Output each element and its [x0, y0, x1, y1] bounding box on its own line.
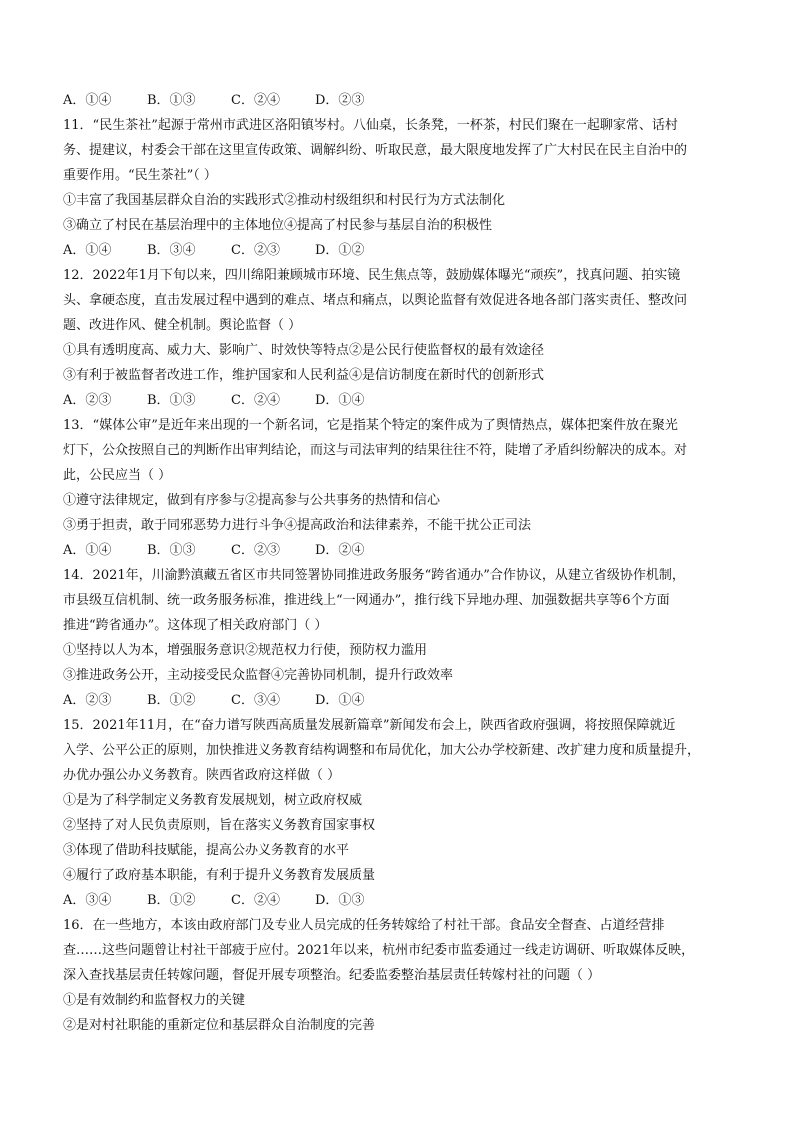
question-11	[63, 113, 735, 263]
q13-option-b[interactable]: B．①③	[147, 543, 196, 558]
q16-stem-line-2: 查……这些问题曾让村社干部疲于应付。2021年以来，杭州市纪委市监委通过一线走访调研、听取媒体反映，	[63, 943, 695, 958]
q15-option-d[interactable]: D．①③	[315, 893, 365, 908]
q15-choice-line-4: ④履行了政府基本职能，有利于提升义务教育发展质量	[63, 868, 376, 883]
q14-option-c[interactable]: C．③④	[231, 693, 280, 708]
q10-options	[63, 88, 735, 113]
q14-stem-line-3: 推进“跨省通办”。这体现了相关政府部门（ ）	[63, 618, 328, 633]
q12-stem-line-2: 头、拿硬态度，直击发展过程中遇到的难点、堵点和痛点，以舆论监督有效促进各地各部门落实责任、整改问	[63, 293, 688, 308]
q12-choice-line-2: ③有利于被监督者改进工作，维护国家和人民利益④是信访制度在新时代的创新形式	[63, 368, 545, 383]
q13-choice-line-2: ③勇于担责，敢于同邪恶势力进行斗争④提高政治和法律素养，不能干扰公正司法	[63, 518, 532, 533]
q16-stem-line-1: 16．在一些地方，本该由政府部门及专业人员完成的任务转嫁给了村社干部。食品安全督查、占道经营排	[63, 918, 665, 933]
q11-options	[63, 238, 735, 263]
q15-option-b[interactable]: B．①②	[147, 893, 196, 908]
q14-choice-line-1: ①坚持以人为本，增强服务意识②规范权力行使，预防权力滥用	[63, 643, 428, 658]
q11-option-b[interactable]: B．③④	[147, 243, 196, 258]
question-13	[63, 413, 735, 563]
q13-stem-line-1: 13．“媒体公审”是近年来出现的一个新名词，它是指某个特定的案件成为了舆情热点，媒体把案件放在聚光	[63, 418, 678, 433]
q11-stem-line-3: 重要作用。“民生茶社”（ ）	[63, 168, 217, 183]
q10-option-b[interactable]: B．①③	[147, 93, 196, 108]
q14-option-d[interactable]: D．①④	[315, 693, 365, 708]
q16-choice-line-1: ①是有效制约和监督权力的关键	[63, 993, 246, 1008]
question-12	[63, 263, 735, 413]
q15-option-a[interactable]: A．③④	[63, 893, 112, 908]
q12-option-a[interactable]: A．②③	[63, 393, 112, 408]
question-15	[63, 713, 735, 913]
exam-page	[63, 88, 735, 1038]
q12-stem-line-3: 题、改进作风、健全机制。舆论监督（ ）	[63, 318, 302, 333]
q13-option-a[interactable]: A．①④	[63, 543, 112, 558]
q11-choice-line-2: ③确立了村民在基层治理中的主体地位④提高了村民参与基层自治的积极性	[63, 218, 493, 233]
q15-stem-line-3: 办优办强公办义务教育。陕西省政府这样做（ ）	[63, 768, 341, 783]
q11-option-c[interactable]: C．②③	[231, 243, 280, 258]
q11-option-d[interactable]: D．①②	[315, 243, 365, 258]
q14-stem-line-2: 市县级互信机制、统一政务服务标准，推进线上“一网通办”，推行线下异地办理、加强数据共享等6个方面	[63, 593, 670, 608]
q15-choice-line-3: ③体现了借助科技赋能，提高公办义务教育的水平	[63, 843, 350, 858]
q15-choice-line-1: ①是为了科学制定义务教育发展规划，树立政府权威	[63, 793, 363, 808]
q11-choice-line-1: ①丰富了我国基层群众自治的实践形式②推动村级组织和村民行为方式法制化	[63, 193, 506, 208]
q16-choice-line-2: ②是对村社职能的重新定位和基层群众自治制度的完善	[63, 1018, 376, 1033]
q14-option-b[interactable]: B．①②	[147, 693, 196, 708]
q10-option-d[interactable]: D．②③	[315, 93, 365, 108]
q14-choice-line-2: ③推进政务公开，主动接受民众监督④完善协同机制，提升行政效率	[63, 668, 454, 683]
q10-option-c[interactable]: C．②④	[231, 93, 280, 108]
q11-stem-line-1: 11．“民生茶社”起源于常州市武进区洛阳镇岑村。八仙桌，长条凳，一杯茶，村民们聚在一起聊家常、话村	[63, 118, 678, 133]
q12-choice-line-1: ①具有透明度高、威力大、影响广、时效快等特点②是公民行使监督权的最有效途径	[63, 343, 545, 358]
q13-stem-line-3: 此，公民应当（ ）	[63, 468, 172, 483]
q11-option-a[interactable]: A．①④	[63, 243, 112, 258]
q13-options	[63, 538, 735, 563]
q13-option-c[interactable]: C．②③	[231, 543, 280, 558]
q15-option-c[interactable]: C．②④	[231, 893, 280, 908]
q12-stem-line-1: 12．2022年1月下旬以来，四川绵阳兼顾城市环境、民生焦点等，鼓励媒体曝光“顽疾”，找真问题、拍实镜	[63, 268, 681, 283]
q14-option-a[interactable]: A．②③	[63, 693, 112, 708]
q13-stem-line-2: 灯下，公众按照自己的判断作出审判结论，而这与司法审判的结果往往不符，陡增了矛盾纠纷解决的成本。对	[63, 443, 688, 458]
q14-stem-line-1: 14．2021年，川渝黔滇藏五省区市共同签署协同推进政务服务“跨省通办”合作协议，从建立省级协作机制，	[63, 568, 685, 583]
q15-choice-line-2: ②坚持了对人民负责原则，旨在落实义务教育国家事权	[63, 818, 376, 833]
q16-stem-line-3: 深入查找基层责任转嫁问题，督促开展专项整治。纪委监委整治基层责任转嫁村社的问题（ ）	[63, 968, 601, 983]
q12-option-b[interactable]: B．①③	[147, 393, 196, 408]
q15-options	[63, 888, 735, 913]
q14-options	[63, 688, 735, 713]
q13-choice-line-1: ①遵守法律规定，做到有序参与②提高参与公共事务的热情和信心	[63, 493, 441, 508]
q12-options	[63, 388, 735, 413]
q12-option-c[interactable]: C．②④	[231, 393, 280, 408]
q10-option-a[interactable]: A．①④	[63, 93, 112, 108]
q15-stem-line-2: 入学、公平公正的原则，加快推进义务教育结构调整和布局优化，加大公办学校新建、改扩建力度和质量提升，	[63, 743, 701, 758]
question-16	[63, 913, 735, 1038]
question-14	[63, 563, 735, 713]
q13-option-d[interactable]: D．②④	[315, 543, 365, 558]
q15-stem-line-1: 15．2021年11月，在“奋力谱写陕西高质量发展新篇章”新闻发布会上，陕西省政府强调，将按照保障就近	[63, 718, 676, 733]
q12-option-d[interactable]: D．①④	[315, 393, 365, 408]
q11-stem-line-2: 务、提建议，村委会干部在这里宣传政策、调解纠纷、听取民意，最大限度地发挥了广大村民在民主自治中的	[63, 143, 688, 158]
